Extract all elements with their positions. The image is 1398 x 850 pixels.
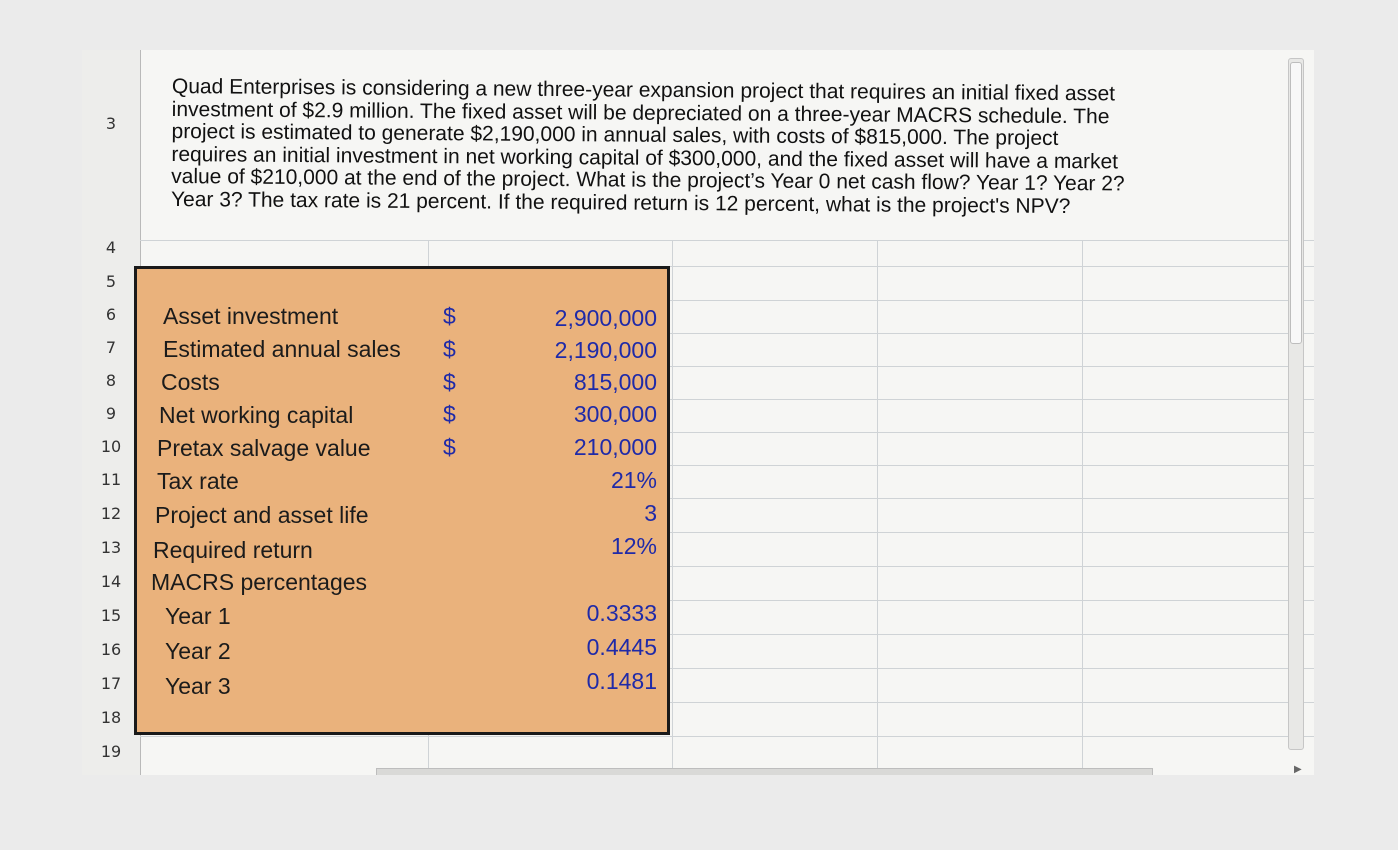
currency-symbol: $ (443, 434, 456, 460)
row-number-12[interactable]: 12 (100, 504, 122, 523)
input-label[interactable]: Year 2 (165, 638, 231, 664)
row-number-10[interactable]: 10 (100, 437, 122, 456)
input-label[interactable]: Pretax salvage value (157, 435, 371, 461)
currency-symbol: $ (443, 369, 456, 395)
row-number-16[interactable]: 16 (100, 640, 122, 659)
row-number-18[interactable]: 18 (100, 708, 122, 727)
row-number-7[interactable]: 7 (105, 338, 117, 357)
input-value[interactable]: 815,000 (573, 369, 657, 395)
input-value[interactable]: 210,000 (573, 434, 657, 460)
input-value[interactable]: 0.4445 (586, 634, 657, 660)
row-number-8[interactable]: 8 (105, 371, 117, 390)
input-value[interactable]: 21% (610, 467, 657, 493)
input-label[interactable]: Year 1 (165, 603, 231, 629)
input-label[interactable]: Net working capital (159, 402, 354, 428)
currency-symbol: $ (443, 336, 456, 362)
vertical-scroll-thumb[interactable] (1290, 62, 1302, 344)
gridline (877, 240, 878, 775)
row-number-13[interactable]: 13 (100, 538, 122, 557)
input-label[interactable]: Required return (153, 537, 313, 563)
input-value[interactable]: 2,900,000 (554, 305, 657, 331)
input-label[interactable]: Costs (161, 369, 220, 395)
row-number-9[interactable]: 9 (105, 404, 117, 423)
input-value[interactable]: 0.1481 (586, 668, 657, 694)
spreadsheet-grid[interactable] (82, 50, 1314, 775)
row-number-15[interactable]: 15 (100, 606, 122, 625)
row-number-4[interactable]: 4 (105, 238, 117, 257)
gridline (140, 736, 1314, 737)
row-number-3[interactable]: 3 (105, 114, 117, 133)
input-block (134, 266, 670, 735)
row-number-19[interactable]: 19 (100, 742, 122, 761)
input-value[interactable]: 0.3333 (586, 600, 657, 626)
input-value[interactable]: 300,000 (573, 401, 657, 427)
input-label[interactable]: Year 3 (165, 673, 231, 699)
row-number-6[interactable]: 6 (105, 305, 117, 324)
gridline (1082, 240, 1083, 775)
row-number-17[interactable]: 17 (100, 674, 122, 693)
input-value[interactable]: 2,190,000 (554, 337, 657, 363)
scroll-right-arrow-icon[interactable]: ▶ (1294, 764, 1302, 775)
gridline (672, 240, 673, 775)
input-label[interactable]: Estimated annual sales (163, 336, 401, 362)
gridline (140, 240, 1314, 241)
currency-symbol: $ (443, 401, 456, 427)
macrs-heading[interactable]: MACRS percentages (151, 569, 368, 595)
input-label[interactable]: Project and asset life (155, 502, 369, 528)
input-label[interactable]: Tax rate (157, 468, 239, 494)
input-value[interactable]: 3 (644, 500, 657, 526)
row-number-5[interactable]: 5 (105, 272, 117, 291)
input-label[interactable]: Asset investment (163, 303, 339, 329)
row-number-14[interactable]: 14 (100, 572, 122, 591)
currency-symbol: $ (443, 303, 456, 329)
horizontal-scrollbar[interactable] (376, 768, 1153, 775)
input-value[interactable]: 12% (610, 533, 657, 559)
row-number-11[interactable]: 11 (100, 470, 122, 489)
row-header-column (82, 50, 141, 775)
problem-statement[interactable]: Quad Enterprises is considering a new three-year expansion project that requires an initial fixed asset investment of $2.9 million. The fixed asset will be depreciated on a three-year MACRS schedule. The project is estimated to generate $2,190,000 in annual sales, with costs of $815,000. The project requires an initial investment in net working capital of $300,000, and the fixed asset will have a market value of $210,000 at the end of the project. What is the project’s Year 0 net cash flow? Year 1? Year 2? Year 3? The tax rate is 21 percent. If the required return is 12 percent, what is the project's NPV? (170, 75, 1125, 218)
